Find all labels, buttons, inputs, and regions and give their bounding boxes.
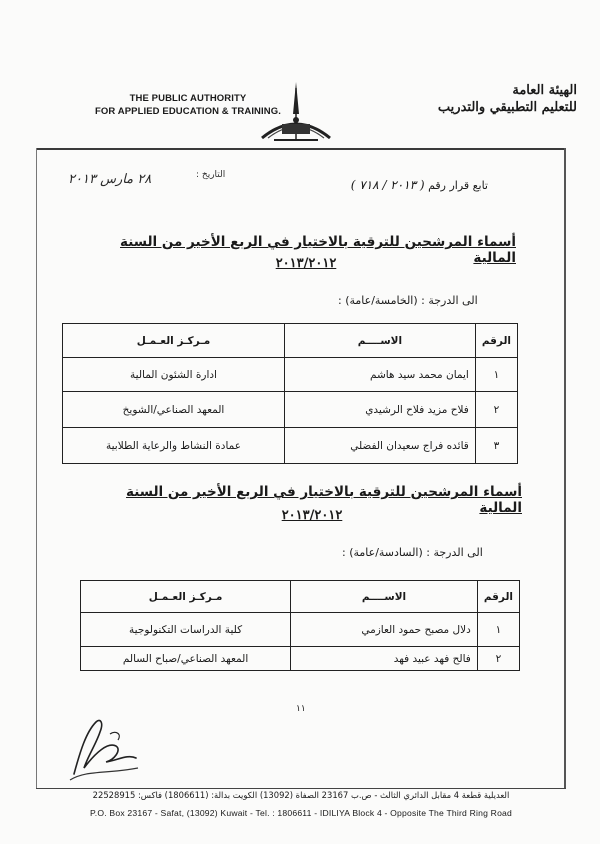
table-row: [63, 428, 518, 464]
table-row: [81, 647, 520, 671]
decision-line: [188, 178, 488, 192]
decision-label: تابع قرار رقم: [428, 179, 488, 192]
section-2-table: [80, 580, 520, 671]
org-ar-line1: الهيئة العامة: [512, 83, 577, 98]
header-number: الرقم: [475, 324, 517, 358]
table-row: [63, 392, 518, 428]
handwritten-date: ٢٨ مارس ٢٠١٣: [68, 172, 152, 187]
row-name: دلال مصبح حمود العازمي: [291, 613, 478, 647]
section-1-grade: الى الدرجة : (الخامسة/عامة) :: [338, 294, 478, 307]
section-2-grade: الى الدرجة : (السادسة/عامة) :: [342, 546, 483, 559]
row-number: ١: [477, 613, 519, 647]
frame-right-rule: [564, 148, 566, 788]
header-name: الاســــم: [285, 324, 476, 358]
table-header-row: [81, 581, 520, 613]
header-name: الاســــم: [291, 581, 478, 613]
row-workplace: عمادة النشاط والرعاية الطلابية: [63, 428, 285, 464]
row-name: فالح فهد عبيد فهد: [291, 647, 478, 671]
row-name: فلاح مزيد فلاح الرشيدي: [285, 392, 476, 428]
org-en-line2: FOR APPLIED EDUCATION & TRAINING.: [95, 106, 281, 117]
header-number: الرقم: [477, 581, 519, 613]
frame-top-rule: [36, 148, 566, 150]
org-en-line1: THE PUBLIC AUTHORITY: [129, 93, 247, 104]
footer-address-arabic: العديلية قطعة 4 مقابل الدائري الثالث - ص.ب 23167 الصفاة (13092) الكويت بدالة: (1806611) فاكس: 22528915: [92, 790, 510, 800]
row-name: ايمان محمد سيد هاشم: [285, 358, 476, 392]
row-number: ٣: [475, 428, 517, 464]
frame-left-rule: [36, 148, 37, 788]
row-workplace: كلية الدراسات التكنولوجية: [81, 613, 291, 647]
section-2-year: ٢٠١٣/٢٠١٢: [281, 508, 343, 523]
row-workplace: المعهد الصناعي/صباح السالم: [81, 647, 291, 671]
page-number: ١١: [296, 704, 306, 714]
footer-address-english: P.O. Box 23167 - Safat, (13092) Kuwait - Tel. : 1806611 - IDILIYA Block 4 - Opposite The Third Ring Road: [89, 808, 513, 818]
organization-name-arabic: [412, 82, 577, 116]
section-1-title: أسماء المرشحين للترقية بالاختيار في الربع الأخير من السنة المالية: [120, 234, 516, 266]
row-name: قائده فراج سعيدان الفضلي: [285, 428, 476, 464]
table-row: [63, 358, 518, 392]
section-1-year: ٢٠١٣/٢٠١٢: [275, 256, 337, 271]
row-number: ٢: [477, 647, 519, 671]
header-workplace: مـركـز العـمـل: [63, 324, 285, 358]
row-workplace: ادارة الشئون المالية: [63, 358, 285, 392]
signature-icon: [66, 712, 142, 784]
org-ar-line2: للتعليم التطبيقي والتدريب: [437, 100, 577, 115]
row-number: ١: [475, 358, 517, 392]
row-workplace: المعهد الصناعي/الشويخ: [63, 392, 285, 428]
authority-logo-icon: [256, 80, 336, 144]
section-2-title: أسماء المرشحين للترقية بالاختيار في الربع الأخير من السنة المالية: [126, 484, 522, 516]
header-workplace: مـركـز العـمـل: [81, 581, 291, 613]
date-label: التاريخ :: [196, 170, 226, 180]
decision-number: ( ٢٠١٣ / ٧١٨ ): [350, 178, 425, 192]
section-1-table: [62, 323, 518, 464]
row-number: ٢: [475, 392, 517, 428]
table-header-row: [63, 324, 518, 358]
table-row: [81, 613, 520, 647]
